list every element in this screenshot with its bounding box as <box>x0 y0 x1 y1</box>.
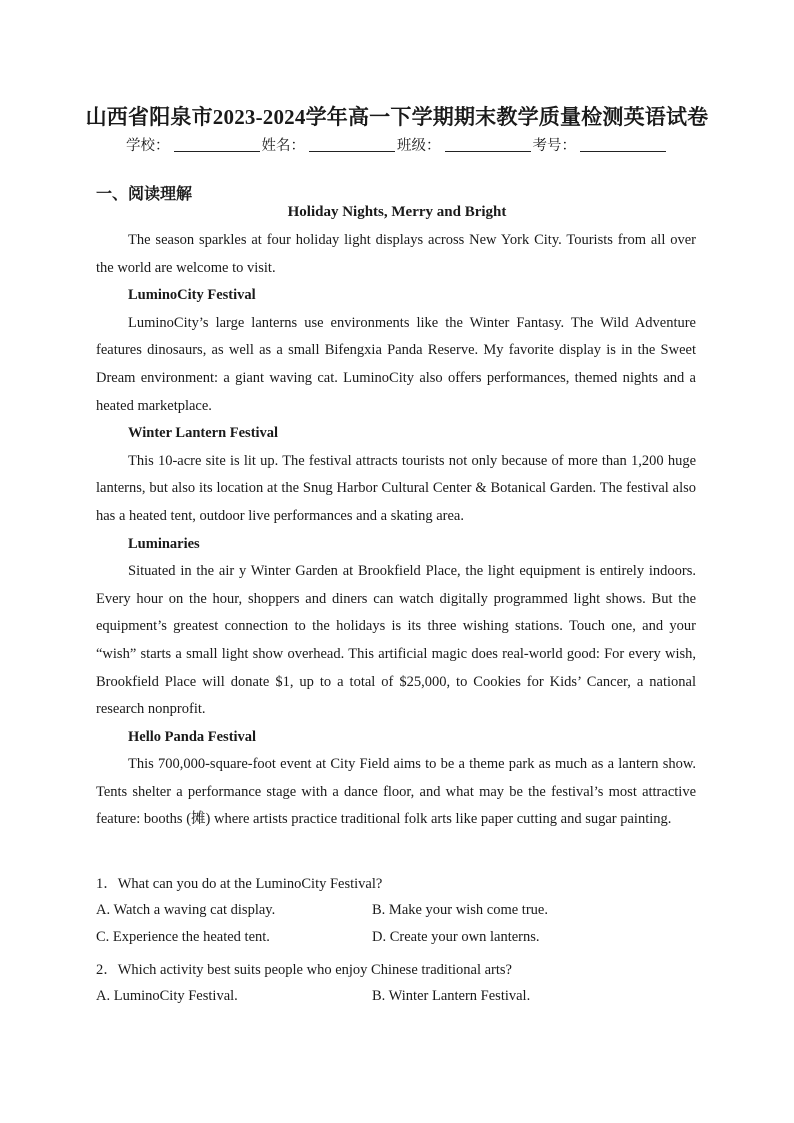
question-1-option-c[interactable]: C. Experience the heated tent. <box>96 929 270 945</box>
section-heading: 一、阅读理解 <box>96 184 193 203</box>
question-2-stem: 2．Which activity best suits people who enjoy Chinese traditional arts? <box>96 962 512 978</box>
school-label: 学校： <box>126 138 170 154</box>
paragraph-hello-panda: This 700,000-square-foot event at City Field aims to be a theme park as much as a lantern show. Tents shelter a performance stage with a dance floor, and what may be the festival’s most attractive feature: booths (摊) where artists practice traditional folk arts like paper cutting and sugar painting. <box>96 756 696 828</box>
passage-intro: The season sparkles at four holiday light displays across New York City. Tourists from all over the world are welcome to visit. <box>96 232 696 276</box>
question-1-option-a[interactable]: A. Watch a waving cat display. <box>96 902 276 918</box>
paragraph-luminocity: LuminoCity’s large lanterns use environments like the Winter Fantasy. The Wild Adventure features dinosaurs, as well as a small Bifengxia Panda Reserve. My favorite display is in the Sweet Dream environment: a giant waving cat. LuminoCity also offers performances, themed nights and a heated marketplace. <box>96 314 696 414</box>
exam-number-label: 考号： <box>532 138 576 154</box>
paragraph-winter-lantern: This 10-acre site is lit up. The festival attracts tourists not only because of more than 1,200 huge lanterns, but also its location at the Snug Harbor Cultural Center & Botanical Garden. The festival also has a heated tent, outdoor live performances and a skating area. <box>96 452 696 524</box>
class-blank[interactable] <box>445 137 531 152</box>
section-heading-luminocity: LuminoCity Festival <box>128 287 256 304</box>
passage-title: Holiday Nights, Merry and Bright <box>287 204 507 220</box>
passage-body <box>96 227 696 834</box>
student-info-line <box>0 134 794 155</box>
class-label: 班级： <box>397 138 441 154</box>
exam-number-blank[interactable] <box>580 137 666 152</box>
question-1-stem: 1．What can you do at the LuminoCity Festival? <box>96 876 383 892</box>
question-1-option-b[interactable]: B. Make your wish come true. <box>372 902 548 918</box>
exam-title: 山西省阳泉市2023-2024学年高一下学期期末教学质量检测英语试卷 <box>85 105 709 129</box>
section-heading-winter-lantern: Winter Lantern Festival <box>128 425 279 442</box>
paragraph-luminaries: Situated in the air y Winter Garden at Brookfield Place, the light equipment is entirely indoors. Every hour on the hour, shoppers and diners can watch digitally programmed light shows. But the equipment’s greatest connection to the holidays is its three wishing stations. Touch one, and your “wish” starts a small light show overhead. This artificial magic does real-world good: For every wish, Brookfield Place will donate $1, up to a total of $25,000, to Cookies for Kids’ Cancer, a national research nonprofit. <box>96 563 696 718</box>
question-2-option-b[interactable]: B. Winter Lantern Festival. <box>372 988 531 1004</box>
name-label: 姓名： <box>261 138 305 154</box>
question-1-option-d[interactable]: D. Create your own lanterns. <box>372 929 540 945</box>
section-heading-hello-panda: Hello Panda Festival <box>128 728 257 745</box>
name-blank[interactable] <box>309 137 395 152</box>
section-heading-luminaries: Luminaries <box>128 535 200 552</box>
school-blank[interactable] <box>174 137 260 152</box>
question-2-option-a[interactable]: A. LuminoCity Festival. <box>96 988 238 1004</box>
